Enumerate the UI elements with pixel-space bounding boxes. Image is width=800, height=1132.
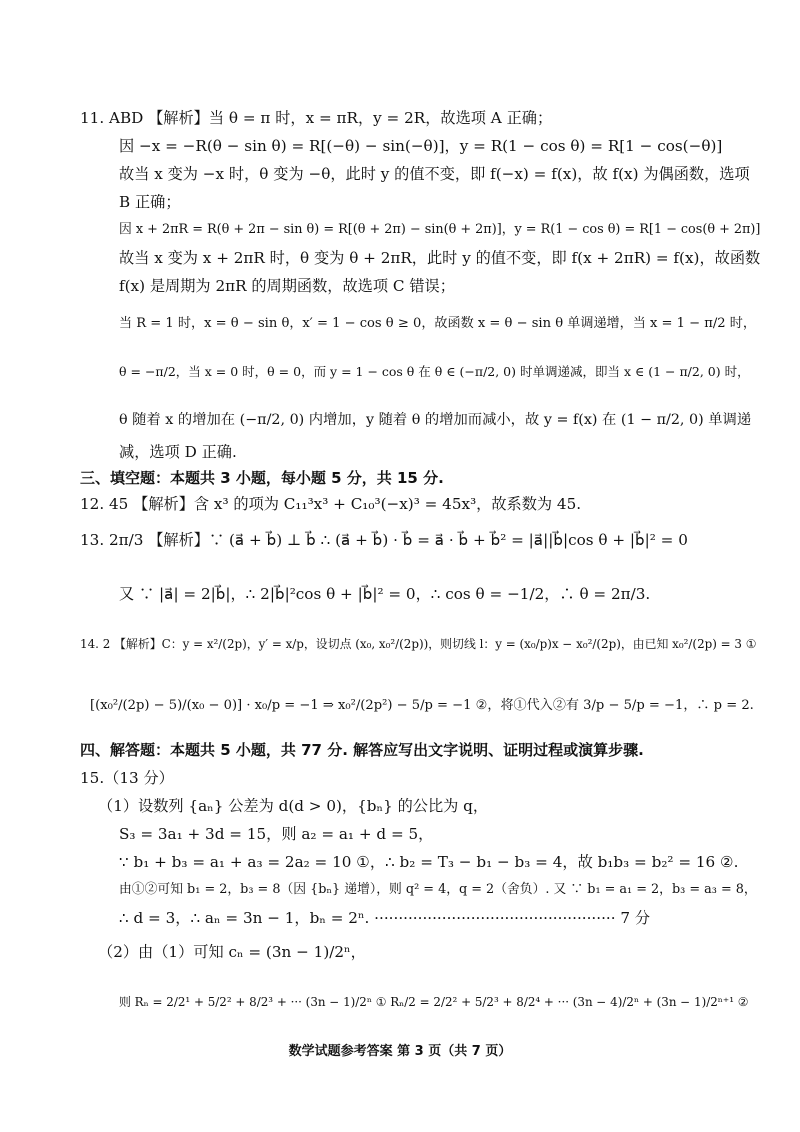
q15-line-4: 由①②可知 b₁ = 2，b₃ = 8（因 {bₙ} 递增），则 q² = 4，q = 2（舍负）. 又 ∵ b₁ = a₁ = 2，b₃ = a₃ = 8， [119, 882, 757, 897]
q15-line-3: ∵ b₁ + b₃ = a₁ + a₃ = 2a₂ = 10 ①，∴ b₂ = T₃ − b₁ − b₃ = 4，故 b₁b₃ = b₂² = 16 ②. [119, 853, 739, 871]
q14-line-1: 14. 2 【解析】C：y = x²/(2p)，y′ = x/p，设切点 (x₀, x₀²/(2p))，则切线 l：y = (x₀/p)x − x₀²/(2p)，由已知 x₀²/(2p) = 3 ① [80, 637, 757, 651]
q11-line-6: 故当 x 变为 x + 2πR 时，θ 变为 θ + 2πR，此时 y 的值不变，即 f(x + 2πR) = f(x)，故函数 [119, 249, 761, 267]
q11-line-5: 因 x + 2πR = R(θ + 2π − sin θ) = R[(θ + 2π) − sin(θ + 2π)]，y = R(1 − cos θ) = R[1 − cos(θ + 2π)] [119, 222, 761, 237]
q15-head: 15.（13 分） [80, 769, 174, 787]
section-4-title: 四、解答题：本题共 5 小题，共 77 分. 解答应写出文字说明、证明过程或演算步骤. [80, 741, 644, 759]
page-footer: 数学试题参考答案 第 3 页（共 7 页） [288, 1044, 512, 1059]
q15-line-1: （1）设数列 {aₙ} 公差为 d(d > 0)，{bₙ} 的公比为 q， [98, 797, 489, 815]
q13-line-1: 13. 2π/3 【解析】∵ (a⃗ + b⃗) ⊥ b⃗ ∴ (a⃗ + b⃗) · b⃗ = a⃗ · b⃗ + b⃗² = |a⃗||b⃗|cos θ + |b⃗|² = 0 [80, 531, 688, 549]
q15-line-2: S₃ = 3a₁ + 3d = 15，则 a₂ = a₁ + d = 5， [119, 825, 434, 843]
q11-line-3: 故当 x 变为 −x 时，θ 变为 −θ，此时 y 的值不变，即 f(−x) = f(x)，故 f(x) 为偶函数，选项 [119, 165, 750, 183]
q11-line-11: 减，选项 D 正确. [119, 443, 237, 461]
q11-line-4: B 正确； [119, 193, 181, 211]
q11-line-9: θ = −π/2，当 x = 0 时，θ = 0，而 y = 1 − cos θ 在 θ ∈ (−π/2, 0) 时单调递减，即当 x ∈ (1 − π/2, 0) 时， [119, 364, 750, 379]
q12-line: 12. 45 【解析】含 x³ 的项为 C₁₁³x³ + C₁₀³(−x)³ = 45x³，故系数为 45. [80, 495, 582, 513]
q11-line-2: 因 −x = −R(θ − sin θ) = R[(−θ) − sin(−θ)]，y = R(1 − cos θ) = R[1 − cos(−θ)] [119, 137, 723, 155]
q11-line-8: 当 R = 1 时，x = θ − sin θ，x′ = 1 − cos θ ≥ 0，故函数 x = θ − sin θ 单调递增，当 x = 1 − π/2 时， [119, 316, 756, 331]
q14-line-2: [(x₀²/(2p) − 5)/(x₀ − 0)] · x₀/p = −1 ⇒ x₀²/(2p²) − 5/p = −1 ②，将①代入②有 3/p − 5/p = −1，∴ p = 2. [90, 698, 754, 713]
q15-line-5: ∴ d = 3，∴ aₙ = 3n − 1，bₙ = 2ⁿ. ·················································· 7 分 [119, 909, 651, 927]
q13-line-2: 又 ∵ |a⃗| = 2|b⃗|，∴ 2|b⃗|²cos θ + |b⃗|² = 0，∴ cos θ = −1/2，∴ θ = 2π/3. [119, 585, 651, 603]
q11-line-10: θ 随着 x 的增加在 (−π/2, 0) 内增加，y 随着 θ 的增加而减小，故 y = f(x) 在 (1 − π/2, 0) 单调递 [119, 412, 752, 428]
q11-line-7: f(x) 是周期为 2πR 的周期函数，故选项 C 错误； [119, 277, 455, 295]
section-3-title: 三、填空题：本题共 3 小题，每小题 5 分，共 15 分. [80, 469, 444, 487]
q11-line-1: 11. ABD 【解析】当 θ = π 时，x = πR，y = 2R，故选项 A 正确； [80, 109, 553, 127]
q15-line-7: 则 Rₙ = 2/2¹ + 5/2² + 8/2³ + ··· (3n − 1)/2ⁿ ① Rₙ/2 = 2/2² + 5/2³ + 8/2⁴ + ··· (3n − 4)/2ⁿ + (3n − 1)/2ⁿ⁺¹ ② [119, 995, 749, 1009]
q15-line-6: （2）由（1）可知 cₙ = (3n − 1)/2ⁿ， [98, 943, 366, 961]
